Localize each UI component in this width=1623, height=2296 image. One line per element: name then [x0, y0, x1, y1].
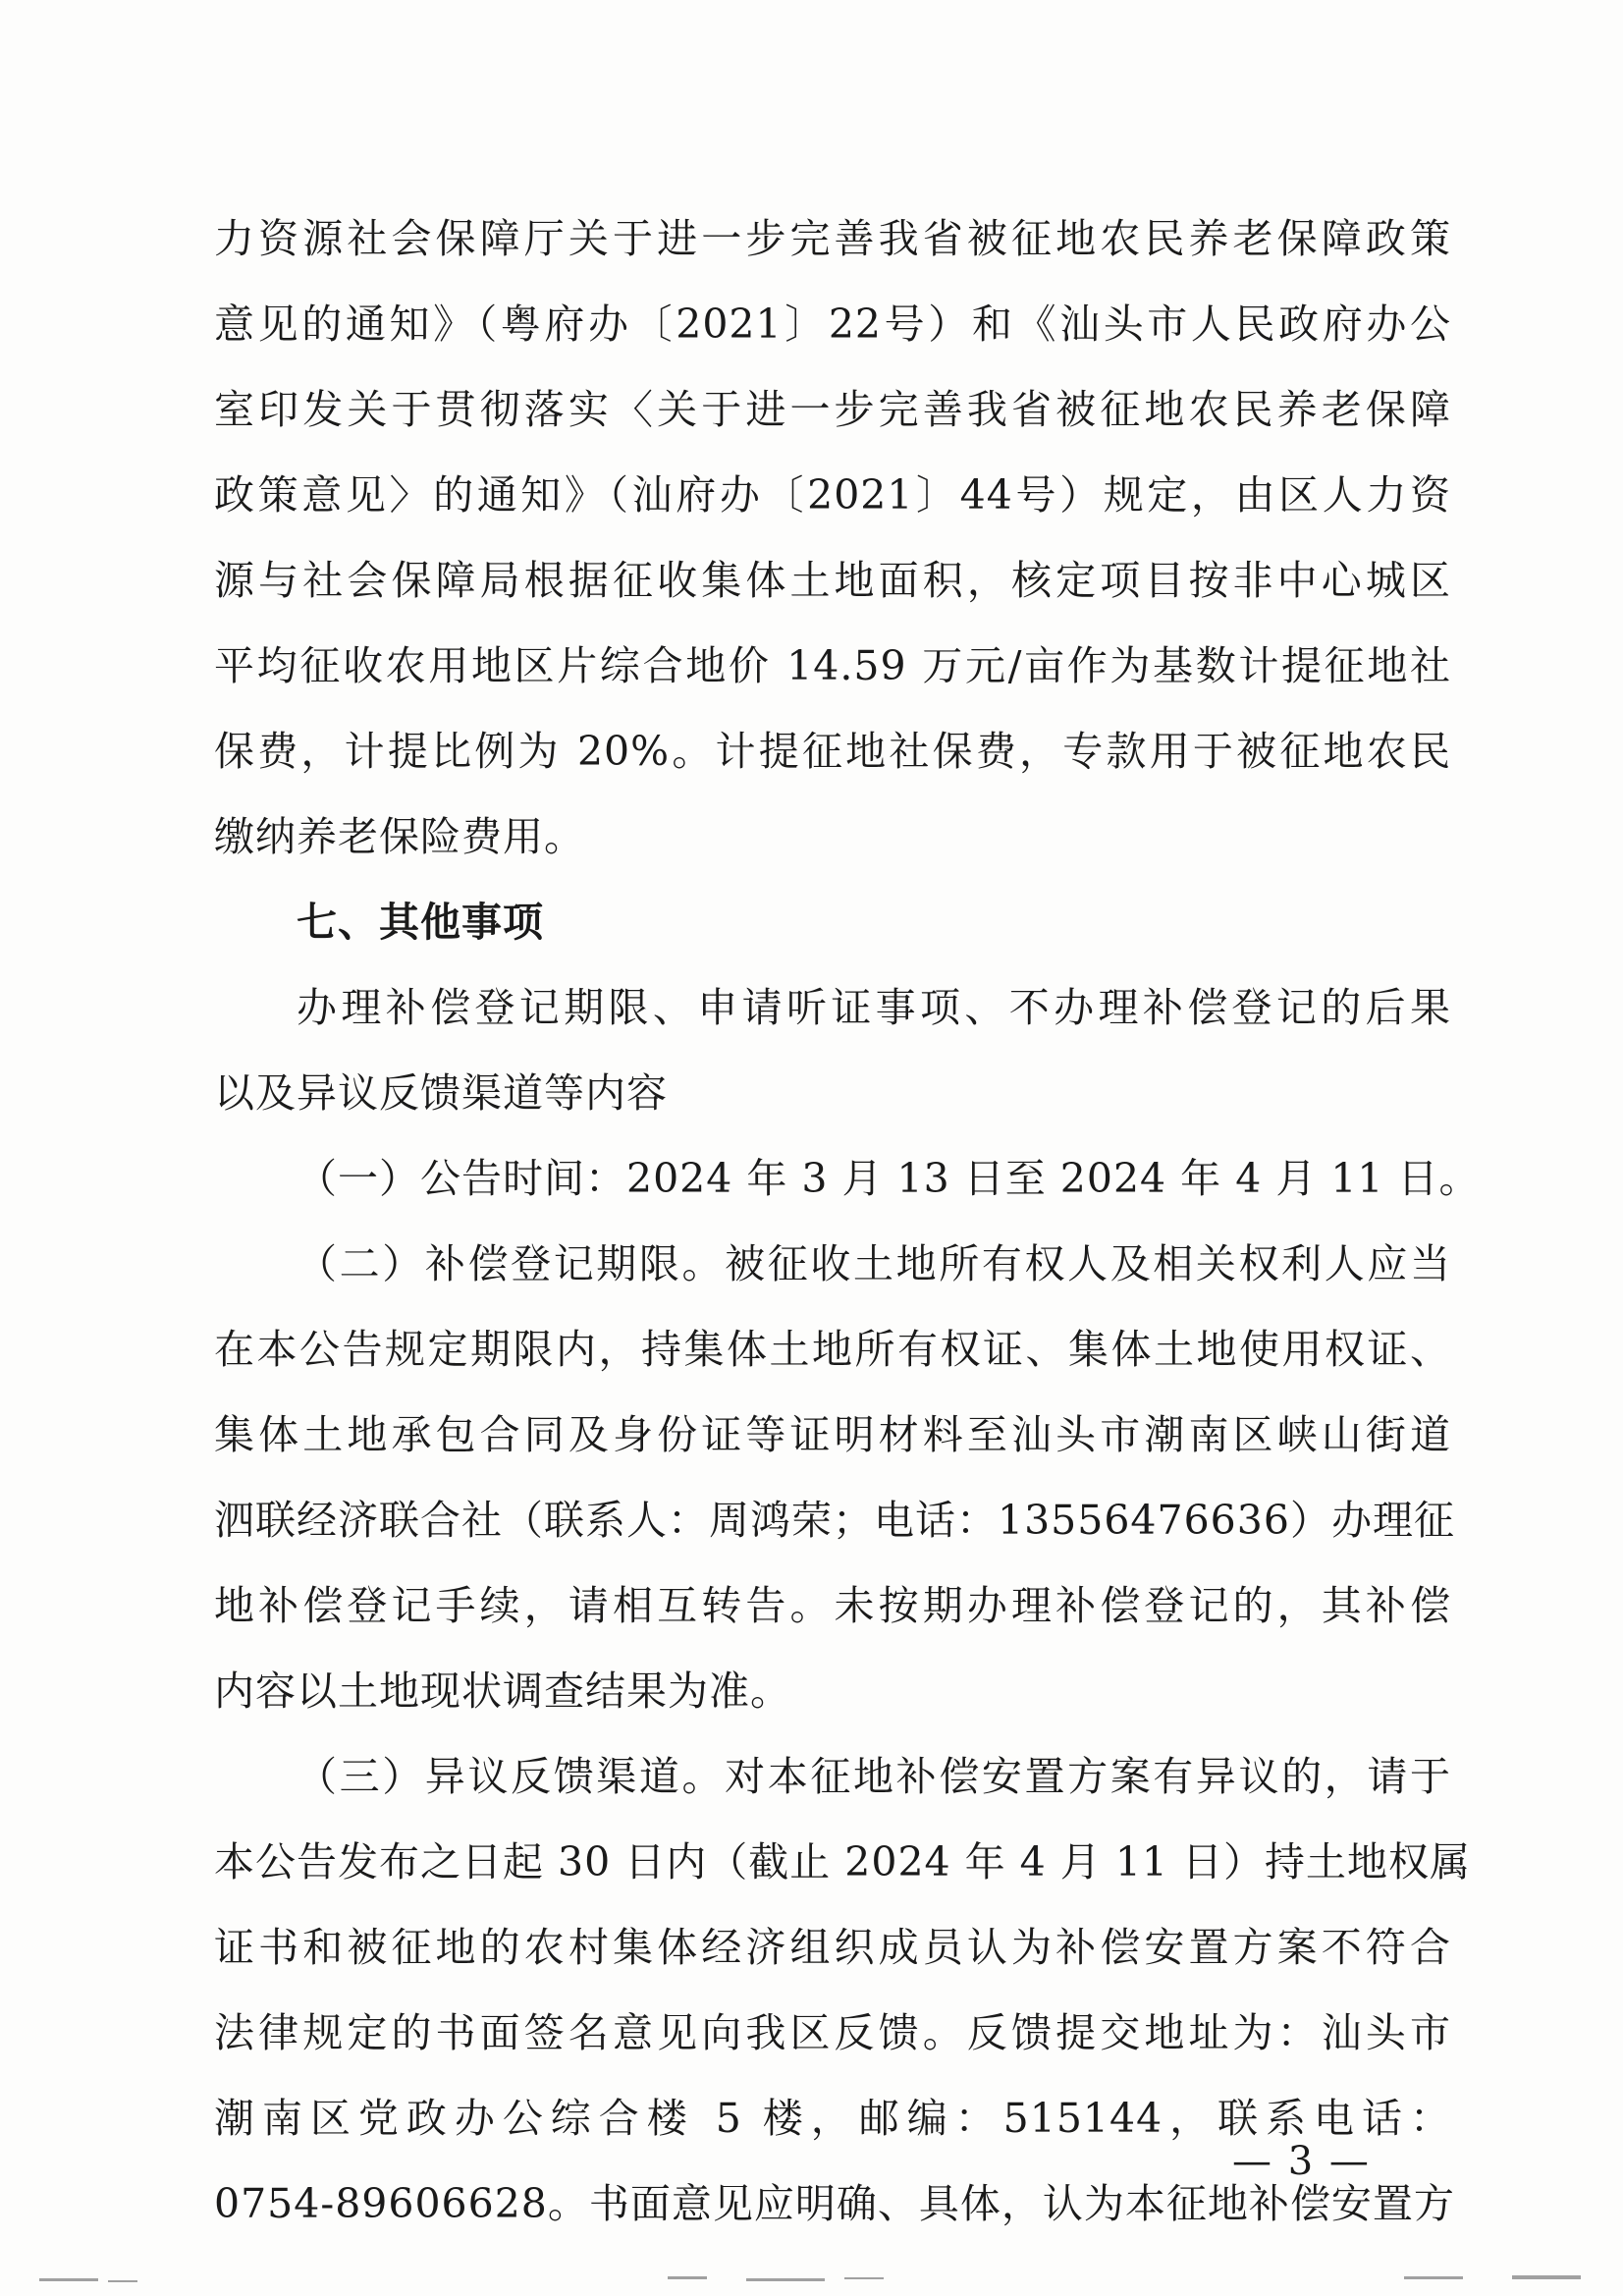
- text-line: 潮南区党政办公综合楼 5 楼，邮编：515144，联系电话：: [214, 2095, 1451, 2142]
- text-line: 0754-89606628。书面意见应明确、具体，认为本征地补偿安置方: [214, 2180, 1455, 2227]
- text-line: 源与社会保障局根据征收集体土地面积，核定项目按非中心城区: [214, 557, 1451, 604]
- text-line: 以及异议反馈渠道等内容: [214, 1069, 668, 1117]
- text-line: （一）公告时间：2024 年 3 月 13 日至 2024 年 4 月 11 日。: [297, 1155, 1481, 1202]
- scan-noise-decoration: [0, 2259, 1623, 2296]
- text-line: 力资源社会保障厅关于进一步完善我省被征地农民养老保障政策: [214, 215, 1451, 262]
- text-line: （二）补偿登记期限。被征收土地所有权人及相关权利人应当: [297, 1240, 1451, 1287]
- text-line: 集体土地承包合同及身份证等证明材料至汕头市潮南区峡山街道: [214, 1411, 1451, 1458]
- text-line: 本公告发布之日起 30 日内（截止 2024 年 4 月 11 日）持土地权属: [214, 1838, 1472, 1886]
- text-line: 地补偿登记手续，请相互转告。未按期办理补偿登记的，其补偿: [214, 1582, 1451, 1629]
- text-line: 泗联经济联合社（联系人：周鸿荣；电话：13556476636）办理征: [214, 1497, 1455, 1544]
- text-line: 内容以土地现状调查结果为准。: [214, 1667, 791, 1715]
- text-line: 平均征收农用地区片综合地价 14.59 万元/亩作为基数计提征地社: [214, 642, 1451, 689]
- text-line: 证书和被征地的农村集体经济组织成员认为补偿安置方案不符合: [214, 1924, 1451, 1971]
- text-line: 办理补偿登记期限、申请听证事项、不办理补偿登记的后果: [297, 984, 1451, 1031]
- section-heading: 七、其他事项: [297, 899, 544, 946]
- text-line: 在本公告规定期限内，持集体土地所有权证、集体土地使用权证、: [214, 1326, 1451, 1373]
- document-body: [214, 196, 1481, 2247]
- text-line: 缴纳养老保险费用。: [214, 813, 585, 860]
- text-line: 室印发关于贯彻落实〈关于进一步完善我省被征地农民养老保障: [214, 386, 1451, 433]
- text-line: 意见的通知》（粤府办〔2021〕22号）和《汕头市人民政府办公: [214, 301, 1451, 348]
- text-line: 保费，计提比例为 20%。计提征地社保费，专款用于被征地农民: [214, 728, 1451, 775]
- page-number: — 3 —: [1232, 2139, 1371, 2184]
- text-line: 法律规定的书面签名意见向我区反馈。反馈提交地址为：汕头市: [214, 2009, 1451, 2056]
- text-line: （三）异议反馈渠道。对本征地补偿安置方案有异议的，请于: [297, 1753, 1451, 1800]
- text-line: 政策意见〉的通知》（汕府办〔2021〕44号）规定，由区人力资: [214, 471, 1451, 519]
